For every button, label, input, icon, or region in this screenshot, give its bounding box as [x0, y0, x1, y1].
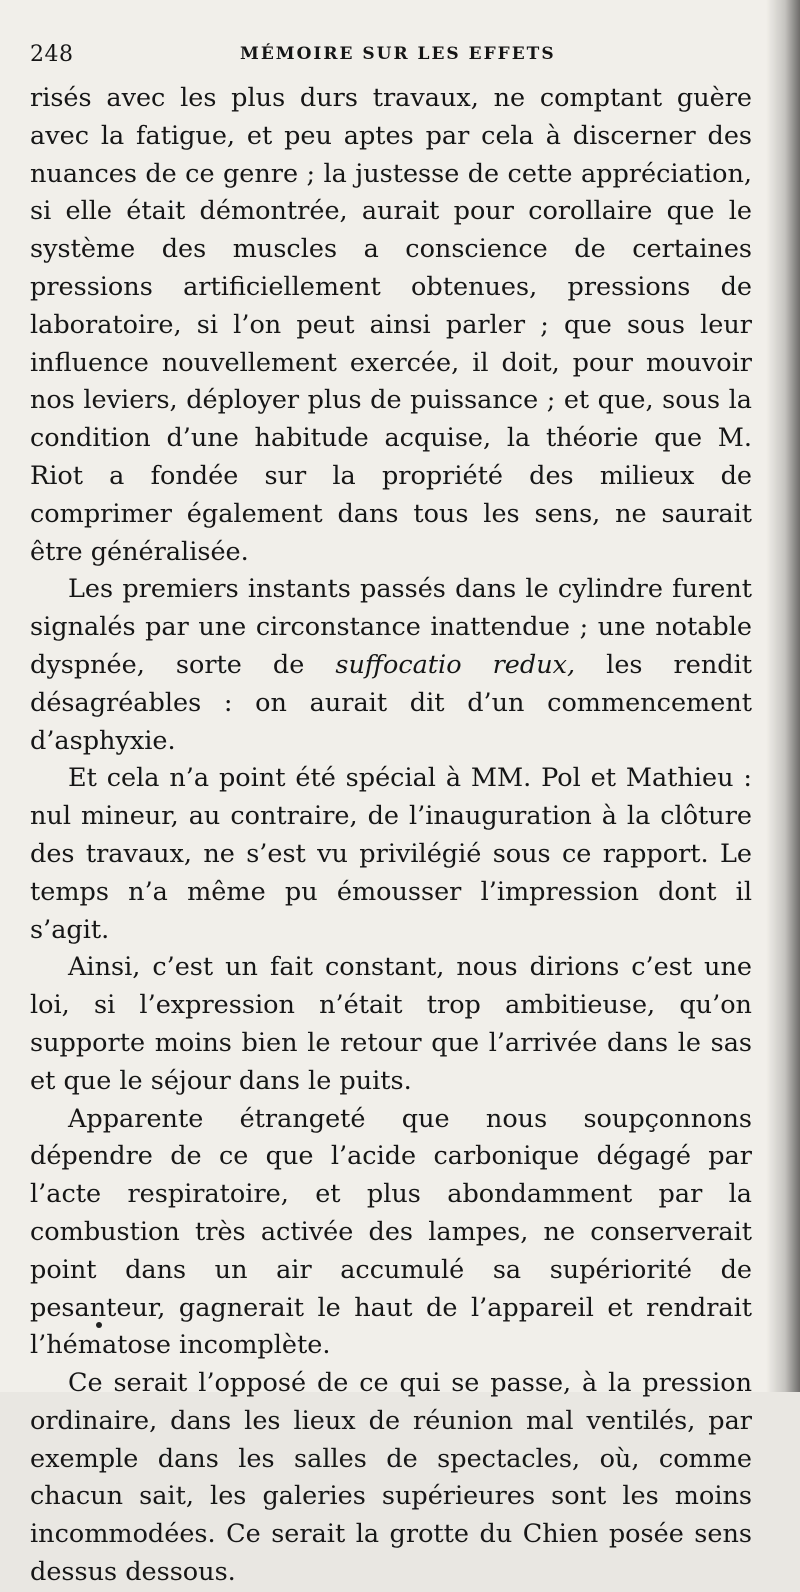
- paragraph-2-text-end: les rendit désagréables : on aurait dit d’un commencement d’asphyxie.: [30, 649, 752, 756]
- paragraph-1-text: risés avec les plus durs travaux, ne comptant guère avec la fatigue, et peu aptes par cela à discerner des nuances de ce genre ; la justesse de cette appréciation, si elle était démontrée, aurait pour corollaire que le système des muscles a conscience de certaines pressions artificiellement obtenues, pressions de laboratoire, si l’on peut ainsi parler ; que sous leur influence nouvellement exercée, il doit, pour mouvoir nos leviers, déployer plus de puissance ; et que, sous la condition d’une habitude acquise, la théorie que M. Riot a fondée sur la propriété des milieux de comprimer également dans tous les sens, ne saurait être généralisée.: [30, 83, 752, 567]
- paragraph-6: [30, 1365, 752, 1592]
- running-title: MÉMOIRE SUR LES EFFETS: [240, 44, 556, 64]
- page-shadow-edge: [766, 0, 800, 1392]
- paragraph-3: [30, 760, 752, 949]
- page-header: [30, 34, 752, 80]
- paragraph-2-text-start: Les premiers instants passés dans le cylindre furent signalés par une circonstance inattendue ; une notable dyspnée, sorte de: [30, 574, 752, 680]
- paragraph-6-text: Ce serait l’opposé de ce qui se passe, à la pression ordinaire, dans les lieux de réunion mal ventilés, par exemple dans les salles de spectacles, où, comme chacun sait, les galeries supérieures sont les moins incommodées. Ce serait la grotte du Chien posée sens dessus dessous.: [30, 1368, 752, 1588]
- paragraph-4: [30, 949, 752, 1100]
- body-text: [30, 80, 752, 1592]
- paragraph-2: [30, 571, 752, 760]
- latin-term: suffocatio redux,: [335, 649, 576, 680]
- paragraph-3-text: Et cela n’a point été spécial à MM. Pol et Mathieu : nul mineur, au contraire, de l’inauguration à la clôture des travaux, ne s’est vu privilégié sous ce rapport. Le temps n’a même pu émousser l’impression dont il s’agit.: [30, 763, 752, 945]
- paragraph-1: [30, 80, 752, 571]
- print-dot-mark: [96, 1322, 102, 1328]
- paragraph-5-text: Apparente étrangeté que nous soupçonnons dépendre de ce que l’acide carbonique dégagé par l’acte respiratoire, et plus abondamment par la combustion très activée des lampes, ne conserverait point dans un air accumulé sa supériorité de pesanteur, gagnerait le haut de l’appareil et rendrait l’hématose incomplète.: [30, 1103, 752, 1361]
- paragraph-5: [30, 1101, 752, 1366]
- paragraph-4-text: Ainsi, c’est un fait constant, nous dirions c’est une loi, si l’expression n’était trop ambitieuse, qu’on supporte moins bien le retour que l’arrivée dans le sas et que le séjour dans le puits.: [30, 952, 752, 1096]
- page-number: 248: [30, 42, 74, 67]
